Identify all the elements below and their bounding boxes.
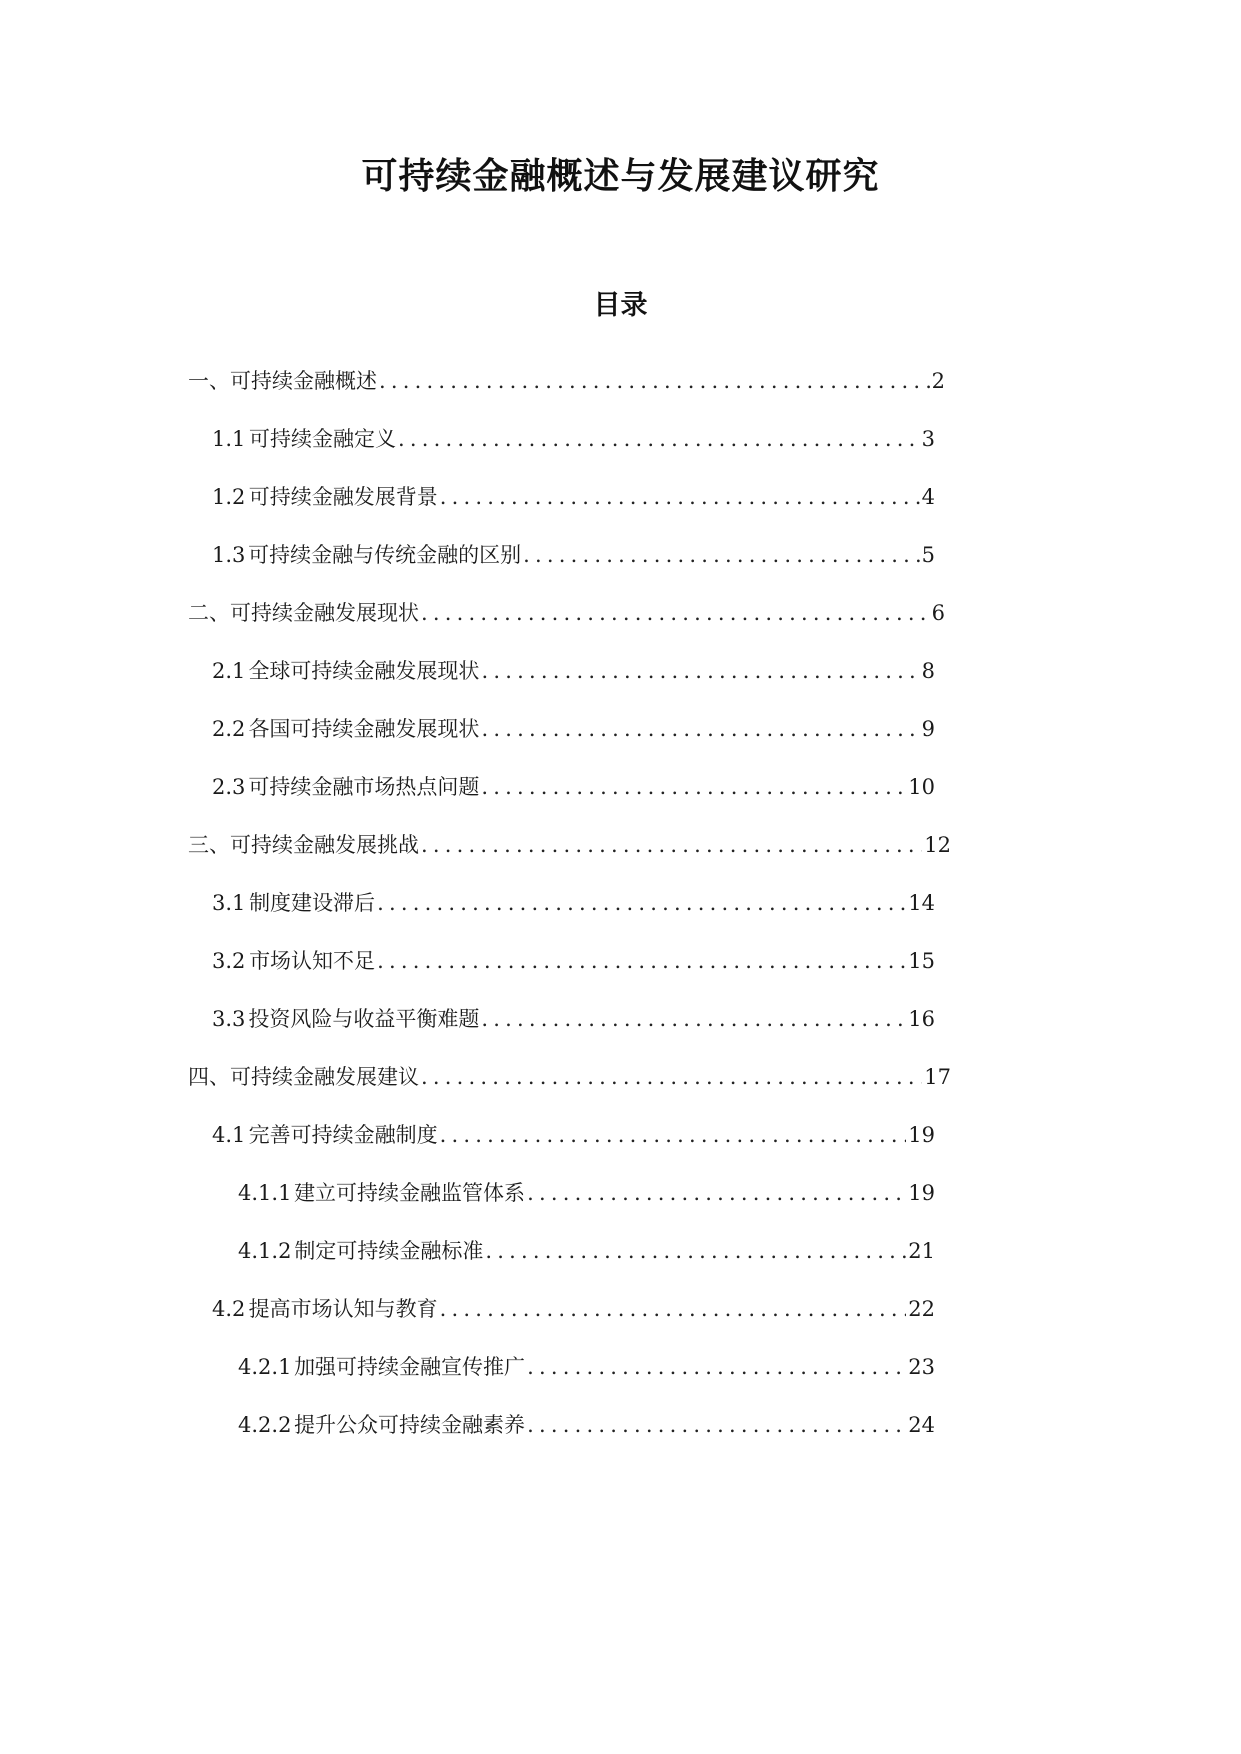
toc-entry-1-2[interactable] xyxy=(212,477,935,517)
toc-section-number: 3.3 xyxy=(212,1007,246,1031)
toc-section-number: 1.2 xyxy=(212,485,246,509)
toc-entry-label: 二、可持续金融发展现状 xyxy=(188,601,419,625)
toc-page-number: 14 xyxy=(908,891,935,915)
toc-page-number: 17 xyxy=(924,1065,951,1089)
toc-entry-4-1[interactable] xyxy=(212,1115,935,1155)
toc-section-number: 2.3 xyxy=(212,775,246,799)
toc-section-number: 4.1 xyxy=(212,1123,246,1147)
toc-page-number: 19 xyxy=(908,1181,935,1205)
toc-section-number: 1.3 xyxy=(212,543,246,567)
toc-entry-label: 建立可持续金融监管体系 xyxy=(294,1181,526,1205)
toc-entry-4-1-2[interactable] xyxy=(238,1231,935,1271)
toc-leader xyxy=(377,361,930,401)
toc-entry-4-2-2[interactable] xyxy=(238,1405,935,1445)
toc-entry-label: 加强可持续金融宣传推广 xyxy=(294,1355,526,1379)
toc-entry-3-1[interactable] xyxy=(212,883,935,923)
toc-entry-chapter-1[interactable] xyxy=(188,361,945,401)
toc-section-number: 2.2 xyxy=(212,717,246,741)
toc-entry-2-1[interactable] xyxy=(212,651,935,691)
toc-entry-2-3[interactable] xyxy=(212,767,935,807)
toc-leader xyxy=(521,535,919,575)
toc-entry-label: 可持续金融定义 xyxy=(249,427,397,451)
toc-page-number: 2 xyxy=(931,369,945,393)
toc-entry-3-3[interactable] xyxy=(212,999,935,1039)
toc-entry-chapter-4[interactable] xyxy=(188,1057,951,1097)
toc-entry-4-1-1[interactable] xyxy=(238,1173,935,1213)
toc-entry-1-3[interactable] xyxy=(212,535,935,575)
toc-leader xyxy=(525,1347,906,1387)
toc-leader xyxy=(438,477,920,517)
toc-page-number: 4 xyxy=(921,485,935,509)
toc-section-number: 4.1.1 xyxy=(238,1181,292,1205)
toc-page-number: 15 xyxy=(908,949,935,973)
toc-page-number: 21 xyxy=(908,1239,935,1263)
toc-page-number: 12 xyxy=(924,833,951,857)
toc-page-number: 10 xyxy=(908,775,935,799)
toc-entry-label: 全球可持续金融发展现状 xyxy=(248,659,480,683)
document-title: 可持续金融概述与发展建议研究 xyxy=(361,156,880,197)
toc-entry-label: 制度建设滞后 xyxy=(249,891,376,915)
toc-leader xyxy=(479,651,919,691)
toc-section-number: 2.1 xyxy=(212,659,246,683)
toc-leader xyxy=(375,883,906,923)
toc-leader xyxy=(479,709,919,749)
toc-entry-label: 提升公众可持续金融素养 xyxy=(294,1413,526,1437)
toc-entry-label: 市场认知不足 xyxy=(249,949,376,973)
toc-heading: 目录 xyxy=(593,290,648,321)
toc-section-number: 4.2.1 xyxy=(238,1355,292,1379)
toc-section-number: 1.1 xyxy=(212,427,246,451)
toc-leader xyxy=(396,419,920,459)
toc-page-number: 23 xyxy=(908,1355,935,1379)
toc-section-number: 4.2 xyxy=(212,1297,246,1321)
toc-entry-label: 一、可持续金融概述 xyxy=(188,369,377,393)
toc-entry-label: 可持续金融发展背景 xyxy=(248,485,438,509)
toc-entry-1-1[interactable] xyxy=(212,419,935,459)
toc-page-number: 19 xyxy=(908,1123,935,1147)
toc-leader xyxy=(525,1173,906,1213)
toc-leader xyxy=(419,1057,922,1097)
toc-page-number: 5 xyxy=(921,543,935,567)
toc-section-number: 4.2.2 xyxy=(238,1413,292,1437)
toc-entry-3-2[interactable] xyxy=(212,941,935,981)
toc-entry-label: 三、可持续金融发展挑战 xyxy=(188,833,419,857)
toc-section-number: 3.2 xyxy=(212,949,246,973)
toc-leader xyxy=(479,999,906,1039)
toc-entry-2-2[interactable] xyxy=(212,709,935,749)
toc-entry-label: 投资风险与收益平衡难题 xyxy=(248,1007,480,1031)
toc-leader xyxy=(525,1405,906,1445)
toc-entry-4-2-1[interactable] xyxy=(238,1347,935,1387)
toc-page-number: 24 xyxy=(908,1413,935,1437)
toc-entry-label: 可持续金融与传统金融的区别 xyxy=(248,543,522,567)
toc-entry-label: 完善可持续金融制度 xyxy=(248,1123,438,1147)
toc-entry-label: 四、可持续金融发展建议 xyxy=(188,1065,419,1089)
toc-page-number: 3 xyxy=(921,427,935,451)
toc-entry-chapter-3[interactable] xyxy=(188,825,951,865)
toc-entry-label: 制定可持续金融标准 xyxy=(294,1239,484,1263)
toc-leader xyxy=(483,1231,906,1271)
toc-page-number: 22 xyxy=(908,1297,935,1321)
toc-leader xyxy=(419,593,930,633)
toc-entry-label: 各国可持续金融发展现状 xyxy=(248,717,480,741)
toc-leader xyxy=(479,767,906,807)
toc-page-number: 6 xyxy=(931,601,945,625)
toc-entry-4-2[interactable] xyxy=(212,1289,935,1329)
toc-leader xyxy=(375,941,906,981)
toc-entry-label: 提高市场认知与教育 xyxy=(248,1297,438,1321)
toc-leader xyxy=(419,825,922,865)
toc-leader xyxy=(438,1289,907,1329)
toc-leader xyxy=(438,1115,907,1155)
toc-entry-chapter-2[interactable] xyxy=(188,593,945,633)
toc-section-number: 3.1 xyxy=(212,891,246,915)
toc-page-number: 16 xyxy=(908,1007,935,1031)
toc-page-number: 9 xyxy=(921,717,935,741)
toc-section-number: 4.1.2 xyxy=(238,1239,292,1263)
toc-page-number: 8 xyxy=(921,659,935,683)
toc-entry-label: 可持续金融市场热点问题 xyxy=(248,775,480,799)
